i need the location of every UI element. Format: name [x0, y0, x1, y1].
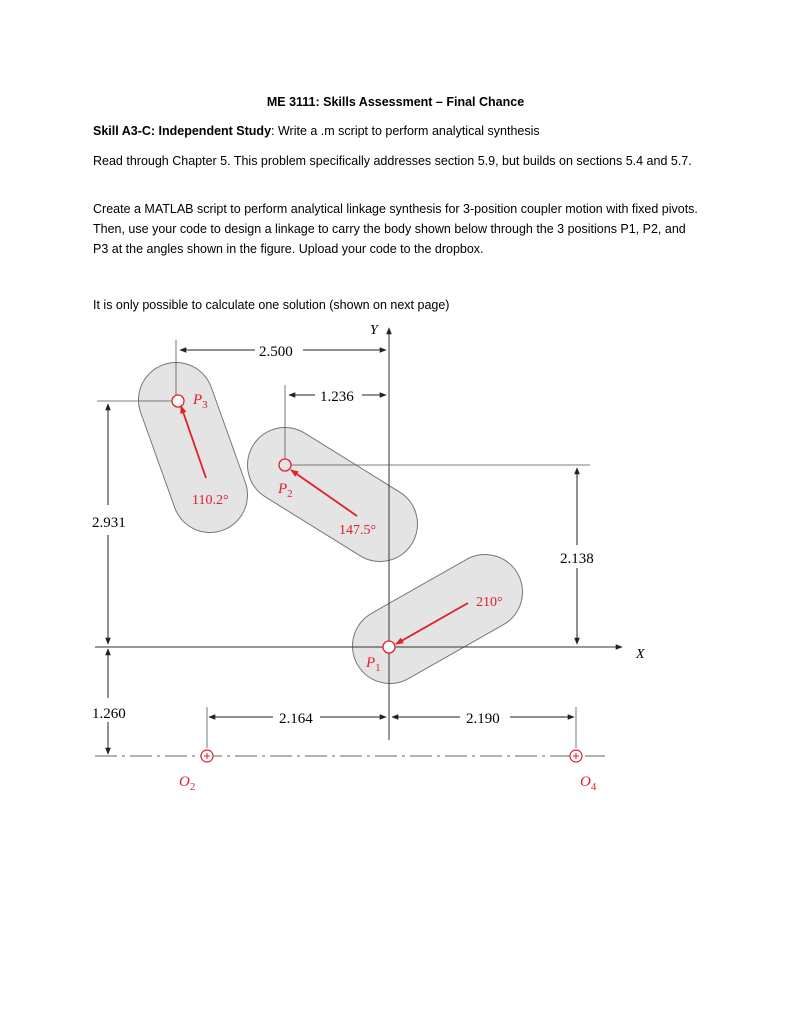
point-p2-marker [279, 459, 291, 471]
dim-2500: 2.500 [259, 344, 293, 360]
dim-2931: 2.931 [92, 515, 126, 531]
pivot-label-o2: $O_2$ [179, 774, 196, 793]
point-label-p2: $P_2$ [278, 481, 293, 500]
solution-note: It is only possible to calculate one solution (shown on next page) [93, 298, 450, 312]
pivot-label-o4: $O_4$ [580, 774, 597, 793]
linkage-figure [0, 300, 791, 820]
angle-label-p1: 210° [476, 595, 503, 610]
skill-label: Skill A3-C: Independent Study [93, 124, 272, 138]
coupler-body-p1 [390, 592, 485, 646]
y-axis-label: Y [370, 323, 378, 338]
dim-2190: 2.190 [466, 711, 500, 727]
pivot-o4-marker [570, 750, 582, 762]
dim-2138: 2.138 [560, 551, 594, 567]
dim-1236: 1.236 [320, 389, 354, 405]
angle-label-p2: 147.5° [339, 523, 377, 538]
coupler-body-p2 [285, 465, 380, 524]
dim-2164: 2.164 [279, 711, 313, 727]
point-p1-marker [383, 641, 395, 653]
angle-label-p3: 110.2° [192, 493, 229, 508]
skill-text: : Write a .m script to perform analytical synthesis [271, 124, 540, 138]
dim-1260: 1.260 [92, 706, 126, 722]
point-p3-marker [172, 395, 184, 407]
read-paragraph: Read through Chapter 5. This problem specifically addresses section 5.9, but builds on sections 5.4 and 5.7. [93, 154, 692, 168]
pivot-o2-marker [201, 750, 213, 762]
skill-line [93, 121, 703, 141]
x-axis-label: X [636, 647, 645, 662]
coupler-body-p3 [176, 400, 210, 495]
point-label-p3: $P_3$ [193, 392, 208, 411]
page-title: ME 3111: Skills Assessment – Final Chance [266, 95, 525, 109]
point-label-p1: $P_1$ [366, 655, 381, 674]
create-paragraph: Create a MATLAB script to perform analytical linkage synthesis for 3-position coupler motion with fixed pivots. Then, use your code to design a linkage to carry the body shown below through the 3 positions P1, P2, and P3 at the angles shown in the figure. Upload your code to the dropbox. [93, 202, 698, 256]
